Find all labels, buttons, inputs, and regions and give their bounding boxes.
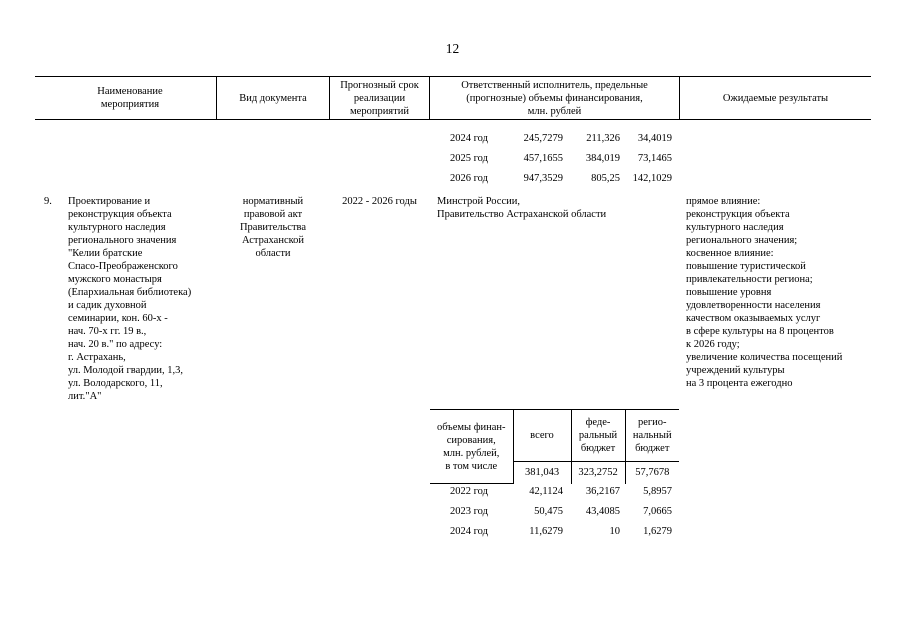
- year-label: 2024 год: [450, 133, 488, 144]
- federal-value: 10: [609, 526, 620, 537]
- regional-value: 34,4019: [637, 133, 672, 144]
- budget-regional: 57,7678: [625, 462, 679, 484]
- total-value: 50,475: [534, 506, 563, 517]
- item-number: 9.: [44, 196, 52, 207]
- header-results: Ожидаемые результаты: [722, 93, 829, 104]
- budget-col-federal: феде- ральный бюджет: [571, 410, 625, 462]
- federal-value: 805,25: [591, 173, 620, 184]
- federal-value: 384,019: [585, 153, 620, 164]
- total-value: 947,3529: [523, 173, 563, 184]
- carry-row: [430, 172, 678, 186]
- total-value: 42,1124: [529, 486, 563, 497]
- item-doc-type: нормативный правовой акт Правительства Астраханской области: [239, 196, 307, 259]
- total-value: 11,6279: [529, 526, 563, 537]
- budget-table: [430, 409, 679, 484]
- budget-year-row: [430, 525, 678, 539]
- header-term: Прогнозный срок реализации мероприятий: [340, 80, 419, 117]
- carry-row: [430, 132, 678, 146]
- total-value: 245,7279: [523, 133, 563, 144]
- header-doc-type: Вид документа: [239, 93, 307, 104]
- year-label: 2023 год: [450, 506, 488, 517]
- federal-value: 211,326: [586, 133, 620, 144]
- year-label: 2025 год: [450, 153, 488, 164]
- budget-year-row: [430, 485, 678, 499]
- regional-value: 7,0665: [643, 506, 672, 517]
- item-results: прямое влияние: реконструкция объекта культурного наследия регионального значения; косвенное влияние: повышение туристической привлекательности региона; повышение уровня удовлетворенности населения качеством оказываемых услуг в сфере культуры на 8 процентов к 2026 году; увеличение количества посещений учреждений культуры на 3 процента ежегодно: [686, 196, 843, 389]
- budget-label: объемы финан- сирования, млн. рублей, в том числе: [430, 410, 513, 484]
- table-header-rule: [35, 119, 871, 120]
- header-name: Наименование мероприятия: [97, 86, 163, 110]
- year-label: 2024 год: [450, 526, 488, 537]
- table-top-rule: [35, 76, 871, 77]
- budget-total: 381,043: [513, 462, 571, 484]
- item-name: Проектирование и реконструкция объекта культурного наследия регионального значения "Келии братские Спасо-Преображенского мужского монастыря (Епархиальная библиотека) и садик духовной семинарии, кон. 60-х - нач. 70-х гг. 19 в., нач. 20 в." по адресу: г. Астрахань, ул. Молодой гвардии, 1,3, ул. Володарского, 11, лит."А": [68, 196, 192, 402]
- budget-year-row: [430, 505, 678, 519]
- budget-col-regional: регио- нальный бюджет: [625, 410, 679, 462]
- regional-value: 142,1029: [632, 173, 672, 184]
- federal-value: 43,4085: [585, 506, 620, 517]
- header-executor: Ответственный исполнитель, предельные (прогнозные) объемы финансирования, млн. рублей: [461, 80, 648, 117]
- carry-row: [430, 152, 678, 166]
- federal-value: 36,2167: [585, 486, 620, 497]
- year-label: 2026 год: [450, 173, 488, 184]
- year-label: 2022 год: [450, 486, 488, 497]
- budget-col-total: всего: [513, 410, 571, 462]
- regional-value: 5,8957: [643, 486, 672, 497]
- regional-value: 73,1465: [637, 153, 672, 164]
- page-number: 12: [445, 41, 460, 56]
- total-value: 457,1655: [523, 153, 563, 164]
- budget-federal: 323,2752: [571, 462, 625, 484]
- regional-value: 1,6279: [643, 526, 672, 537]
- item-executor: Минстрой России, Правительство Астраханской области: [437, 196, 607, 220]
- item-term: 2022 - 2026 годы: [342, 196, 417, 207]
